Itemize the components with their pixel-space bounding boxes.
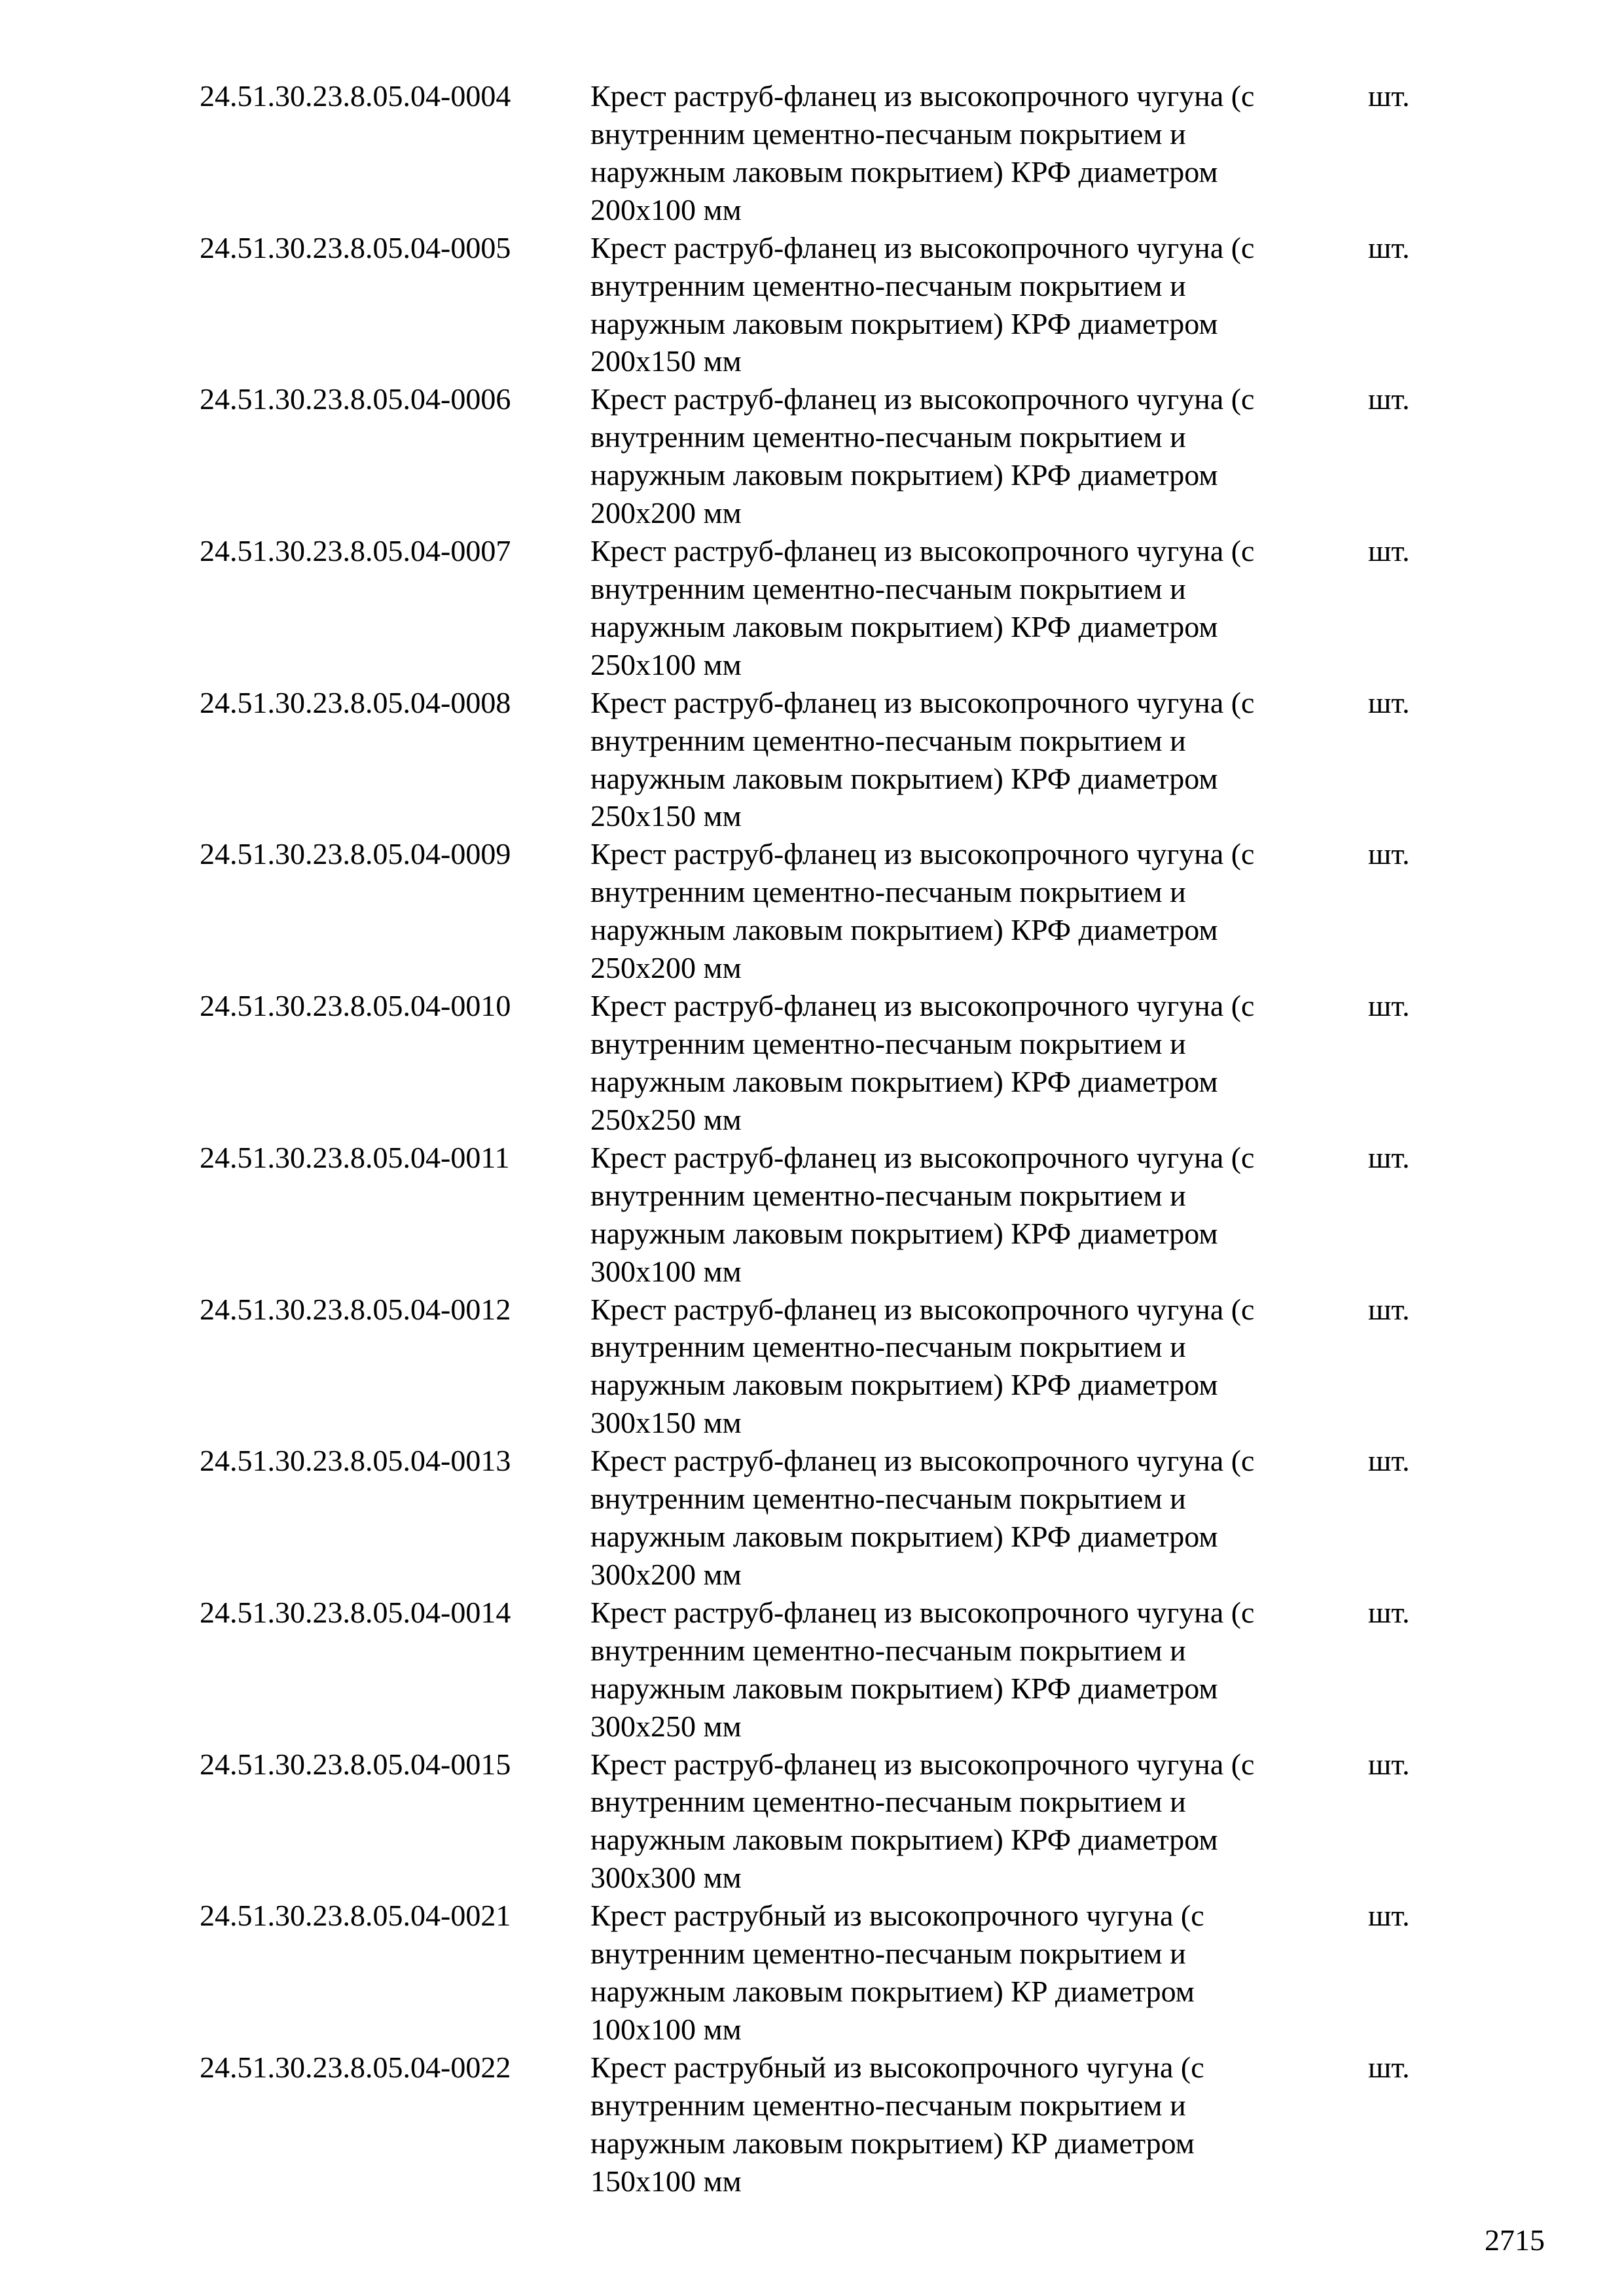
table-row [200,1139,1443,1291]
item-unit: шт. [1368,989,1410,1023]
item-code: 24.51.30.23.8.05.04-0008 [200,685,511,719]
item-code: 24.51.30.23.8.05.04-0015 [200,1747,511,1781]
item-unit: шт. [1368,1292,1410,1326]
item-description: Крест раструбный из высокопрочного чугуна (с внутренним цементно-песчаным покрытием и наружным лаковым покрытием) КР диаметром 150х100 мм [590,2050,1204,2198]
table-row [200,380,1443,532]
item-description: Крест раструб-фланец из высокопрочного чугуна (с внутренним цементно-песчаным покрытием и наружным лаковым покрытием) КРФ диаметром 250х200 мм [590,837,1255,985]
table-row [200,1897,1443,2049]
item-code: 24.51.30.23.8.05.04-0006 [200,382,511,416]
item-unit: шт. [1368,1899,1410,1933]
table-row [200,229,1443,381]
item-code: 24.51.30.23.8.05.04-0022 [200,2050,511,2084]
item-description: Крест раструб-фланец из высокопрочного чугуна (с внутренним цементно-песчаным покрытием и наружным лаковым покрытием) КРФ диаметром 300х300 мм [590,1747,1255,1895]
item-description: Крест раструб-фланец из высокопрочного чугуна (с внутренним цементно-песчаным покрытием и наружным лаковым покрытием) КРФ диаметром 250х250 мм [590,989,1255,1136]
item-unit: шт. [1368,230,1410,264]
item-description: Крест раструб-фланец из высокопрочного чугуна (с внутренним цементно-песчаным покрытием и наружным лаковым покрытием) КРФ диаметром 250х150 мм [590,685,1255,833]
item-code: 24.51.30.23.8.05.04-0014 [200,1595,511,1629]
item-code: 24.51.30.23.8.05.04-0005 [200,230,511,264]
item-code: 24.51.30.23.8.05.04-0021 [200,1899,511,1933]
item-code: 24.51.30.23.8.05.04-0007 [200,534,511,568]
table-row [200,987,1443,1139]
table-row [200,1746,1443,1897]
item-unit: шт. [1368,79,1410,113]
item-code: 24.51.30.23.8.05.04-0009 [200,837,511,871]
item-unit: шт. [1368,1595,1410,1629]
item-code: 24.51.30.23.8.05.04-0011 [200,1140,510,1174]
item-code: 24.51.30.23.8.05.04-0013 [200,1444,511,1478]
item-unit: шт. [1368,837,1410,871]
price-list-table [200,77,1443,2200]
item-unit: шт. [1368,1747,1410,1781]
item-unit: шт. [1368,685,1410,719]
item-unit: шт. [1368,1444,1410,1478]
item-unit: шт. [1368,534,1410,568]
item-code: 24.51.30.23.8.05.04-0010 [200,989,511,1023]
table-row [200,2049,1443,2200]
item-unit: шт. [1368,382,1410,416]
item-description: Крест раструб-фланец из высокопрочного чугуна (с внутренним цементно-песчаным покрытием и наружным лаковым покрытием) КРФ диаметром 300х150 мм [590,1292,1255,1440]
table-row [200,77,1443,229]
table-row [200,532,1443,684]
page-number: 2715 [1485,2223,1545,2257]
table-row [200,1442,1443,1594]
item-description: Крест раструб-фланец из высокопрочного чугуна (с внутренним цементно-песчаным покрытием и наружным лаковым покрытием) КРФ диаметром 200х200 мм [590,382,1255,530]
item-description: Крест раструб-фланец из высокопрочного чугуна (с внутренним цементно-песчаным покрытием и наружным лаковым покрытием) КРФ диаметром 300х250 мм [590,1595,1255,1743]
item-code: 24.51.30.23.8.05.04-0012 [200,1292,511,1326]
table-row [200,835,1443,987]
table-row [200,1291,1443,1443]
item-code: 24.51.30.23.8.05.04-0004 [200,79,511,113]
table-row [200,1594,1443,1746]
item-description: Крест раструбный из высокопрочного чугуна (с внутренним цементно-песчаным покрытием и наружным лаковым покрытием) КР диаметром 100х100 мм [590,1899,1204,2046]
item-description: Крест раструб-фланец из высокопрочного чугуна (с внутренним цементно-песчаным покрытием и наружным лаковым покрытием) КРФ диаметром 300х100 мм [590,1140,1255,1288]
item-description: Крест раструб-фланец из высокопрочного чугуна (с внутренним цементно-песчаным покрытием и наружным лаковым покрытием) КРФ диаметром 250х100 мм [590,534,1255,681]
item-unit: шт. [1368,2050,1410,2084]
table-row [200,684,1443,836]
item-description: Крест раструб-фланец из высокопрочного чугуна (с внутренним цементно-песчаным покрытием и наружным лаковым покрытием) КРФ диаметром 200х100 мм [590,79,1255,226]
item-description: Крест раструб-фланец из высокопрочного чугуна (с внутренним цементно-песчаным покрытием и наружным лаковым покрытием) КРФ диаметром 200х150 мм [590,230,1255,378]
item-unit: шт. [1368,1140,1410,1174]
item-description: Крест раструб-фланец из высокопрочного чугуна (с внутренним цементно-песчаным покрытием и наружным лаковым покрытием) КРФ диаметром 300х200 мм [590,1444,1255,1591]
